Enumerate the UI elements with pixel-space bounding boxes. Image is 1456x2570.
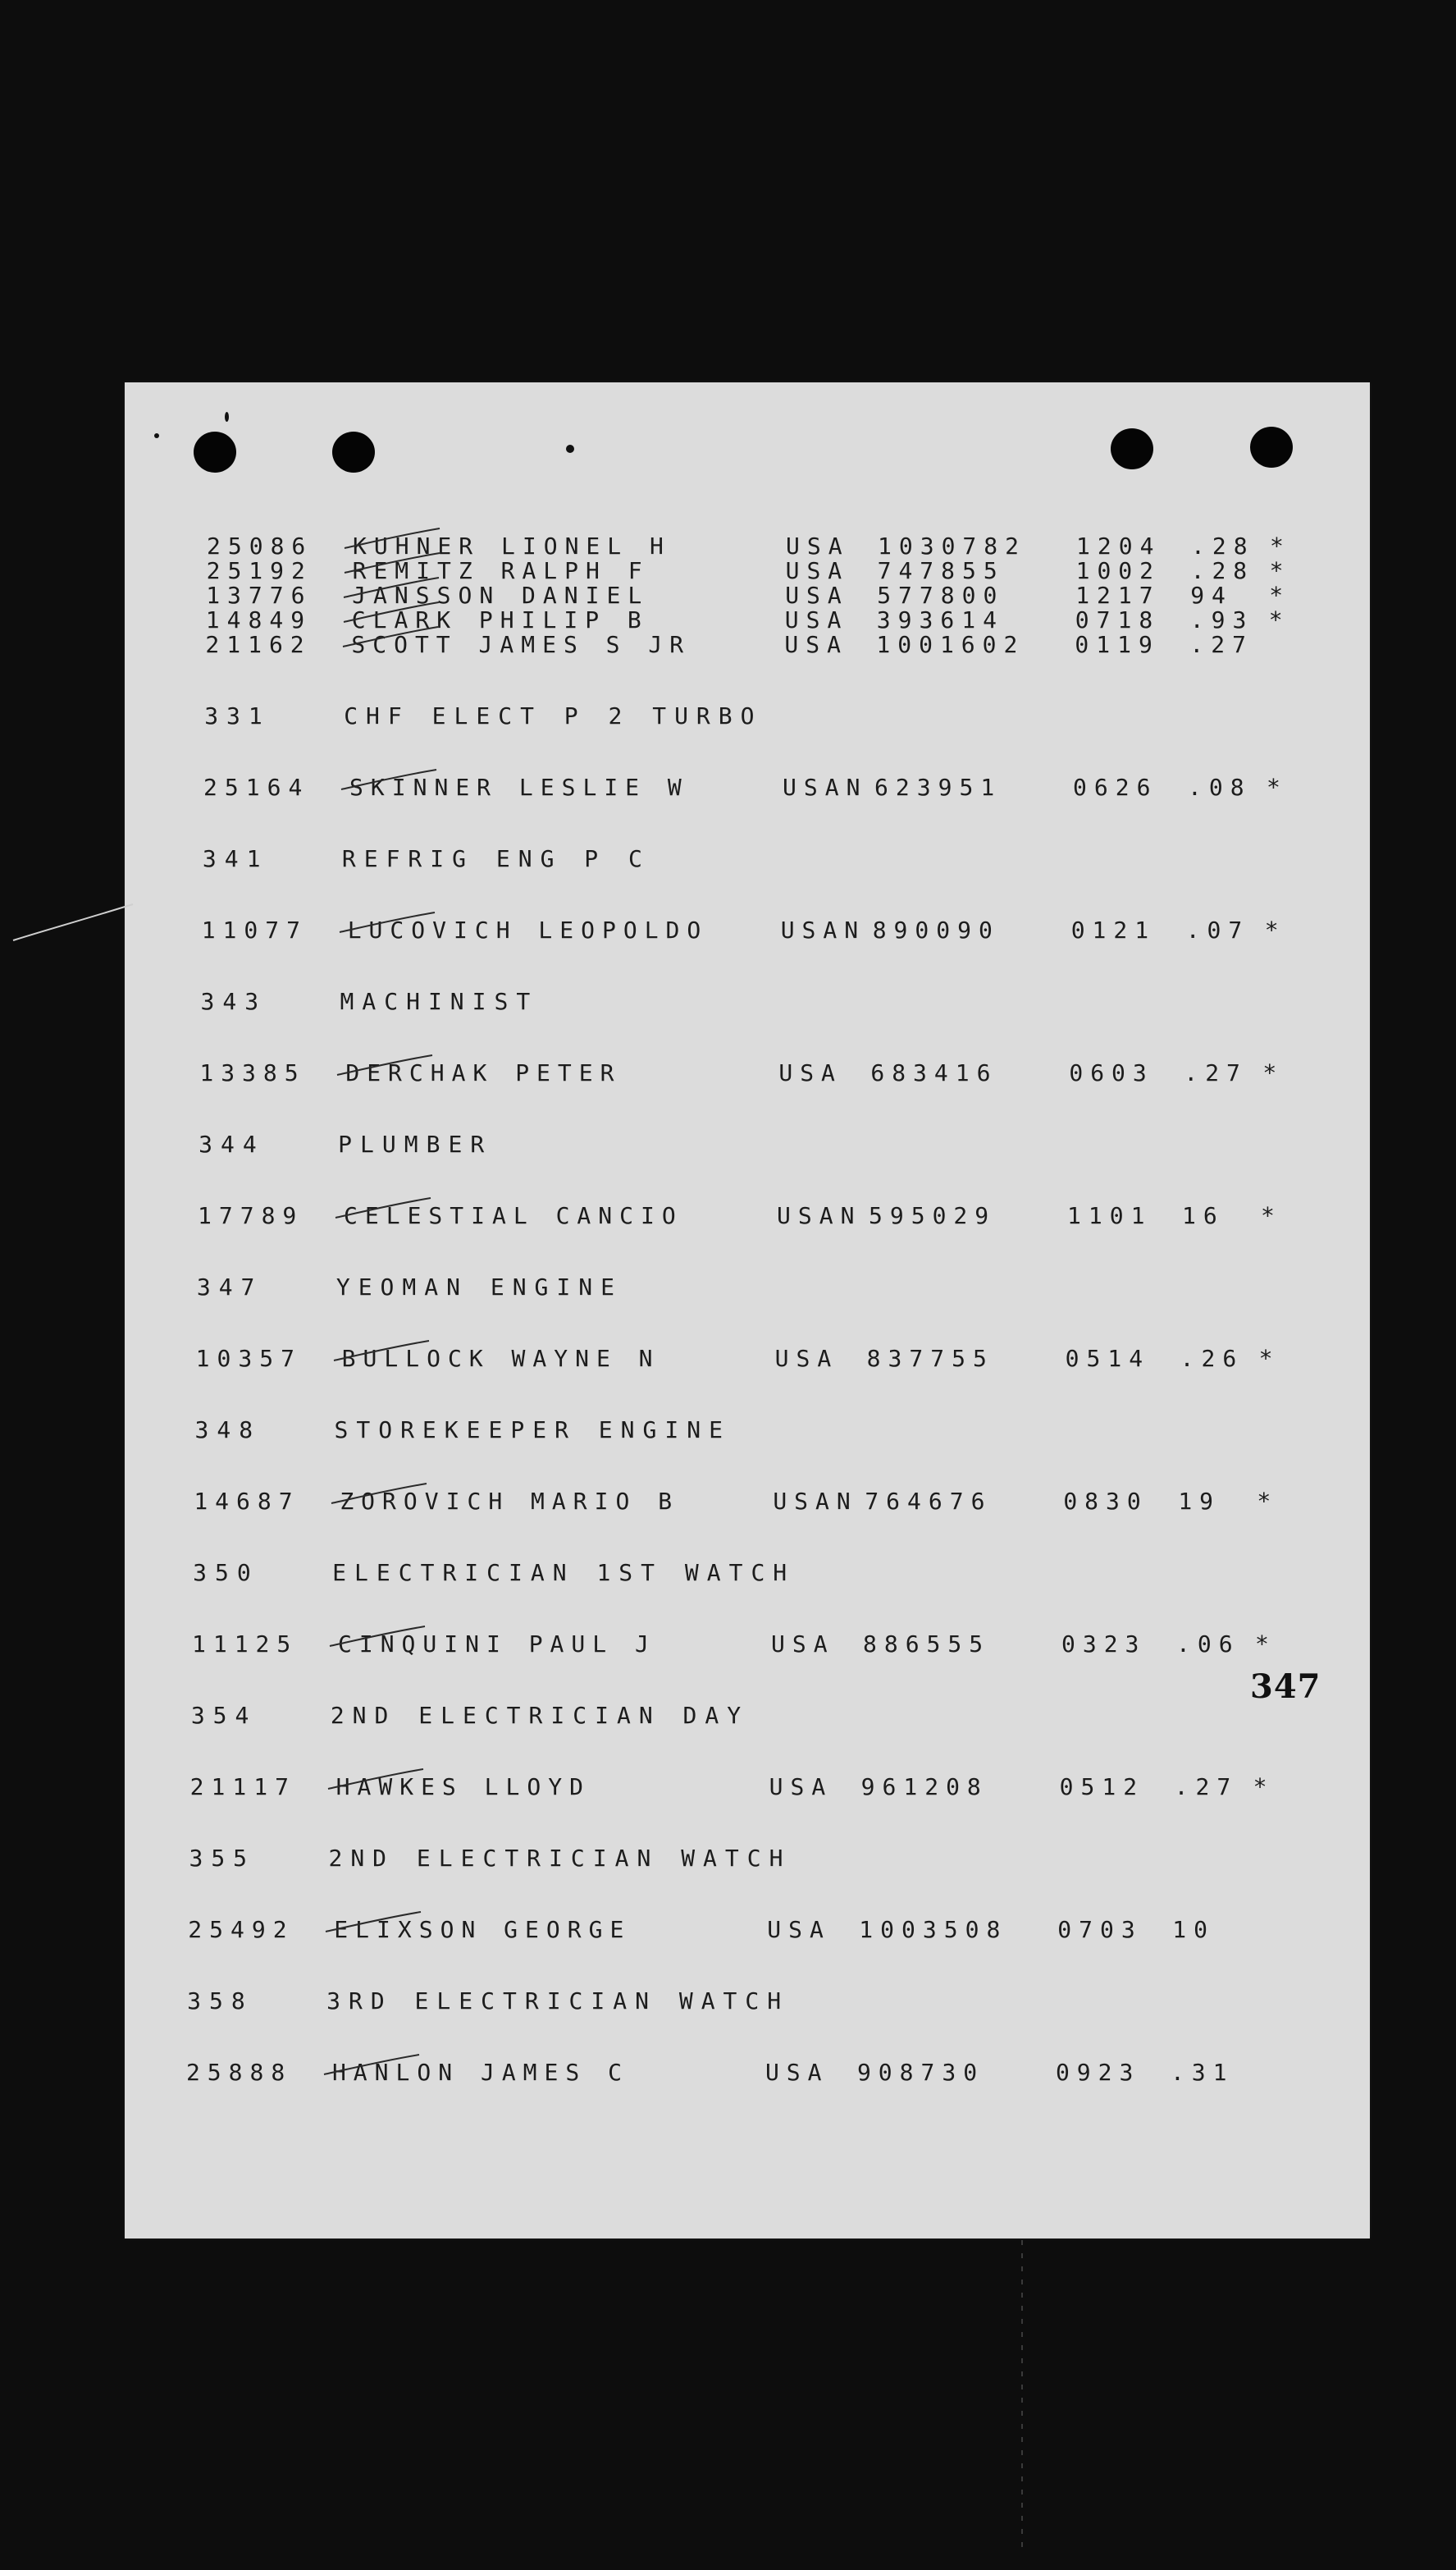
crew-id: 11077 — [201, 917, 308, 944]
citizenship: USAN — [773, 1488, 858, 1515]
asterisk-mark: * — [1267, 774, 1288, 801]
crew-id: 13776 — [206, 582, 313, 609]
certificate-number: 886555 — [862, 1630, 991, 1658]
rating-heading-row — [125, 843, 1355, 876]
rating-title: CHF ELECT P 2 TURBO — [344, 702, 763, 729]
crew-name: KUHNER LIONEL H — [353, 533, 671, 560]
citizenship: USAN — [780, 917, 866, 944]
punch-hole — [1111, 428, 1153, 469]
age-code: .06 — [1175, 1630, 1240, 1658]
rating-code: 341 — [202, 845, 269, 872]
certificate-number: 961208 — [860, 1773, 988, 1800]
citizenship: USA — [767, 1916, 831, 1943]
age-code: .08 — [1188, 774, 1252, 801]
rating-title: YEOMAN ENGINE — [335, 1274, 623, 1301]
crew-name: REMITZ RALPH F — [352, 557, 650, 584]
age-code: 19 — [1178, 1488, 1221, 1515]
certificate-number: 1003508 — [859, 1916, 1008, 1943]
certificate-number: 1030782 — [878, 533, 1027, 560]
age-code: .26 — [1180, 1345, 1244, 1372]
crew-id: 10357 — [195, 1345, 302, 1372]
crew-name: DERCHAK PETER — [345, 1059, 622, 1086]
date-code: 0514 — [1065, 1345, 1151, 1372]
date-code: 1204 — [1076, 533, 1162, 560]
date-code: 0703 — [1057, 1916, 1143, 1943]
citizenship: USA — [770, 1630, 835, 1658]
page-stamp-number: 347 — [1250, 1667, 1321, 1706]
crew-name: ZOROVICH MARIO B — [340, 1488, 680, 1515]
citizenship: USA — [784, 631, 848, 658]
date-code: 0603 — [1069, 1059, 1154, 1086]
age-code: 94 — [1190, 582, 1233, 609]
citizenship: USA — [774, 1345, 839, 1372]
crew-entry-row — [125, 1342, 1355, 1375]
crew-name: CLARK PHILIP B — [351, 606, 649, 633]
asterisk-mark: * — [1257, 1488, 1279, 1515]
ink-speck — [154, 433, 159, 438]
crew-entry-row — [125, 1771, 1355, 1804]
rating-title: ELECTRICIAN 1ST WATCH — [332, 1559, 796, 1586]
rating-heading-row — [125, 1557, 1355, 1589]
asterisk-mark: * — [1254, 1630, 1276, 1658]
age-code: .93 — [1189, 606, 1254, 633]
crew-entry-row — [125, 2056, 1355, 2089]
date-code: 0923 — [1055, 2059, 1141, 2086]
certificate-number: 1001602 — [876, 631, 1025, 658]
citizenship: USAN — [777, 1202, 862, 1229]
asterisk-mark: * — [1262, 1059, 1285, 1086]
ink-speck — [566, 445, 574, 453]
rating-heading-row — [125, 1842, 1355, 1875]
rating-title: 2ND ELECTRICIAN DAY — [330, 1702, 750, 1729]
citizenship: USA — [769, 1773, 833, 1800]
rating-code: 344 — [199, 1131, 265, 1158]
crew-name: CELESTIAL CANCIO — [344, 1202, 683, 1229]
rating-title: 2ND ELECTRICIAN WATCH — [328, 1845, 792, 1872]
rating-title: REFRIG ENG P C — [341, 845, 650, 872]
certificate-number: 595029 — [869, 1202, 997, 1229]
date-code: 0626 — [1073, 774, 1158, 801]
crew-entry-row — [125, 629, 1355, 661]
rating-code: 355 — [189, 1845, 256, 1872]
rating-code: 350 — [193, 1559, 259, 1586]
citizenship: USA — [784, 606, 849, 633]
rating-title: 3RD ELECTRICIAN WATCH — [326, 1987, 790, 2014]
date-code: 0512 — [1059, 1773, 1145, 1800]
crew-entry-row — [125, 771, 1355, 804]
crew-id: 21117 — [189, 1773, 296, 1800]
rating-code: 358 — [187, 1987, 253, 2014]
rating-heading-row — [125, 1985, 1355, 2018]
crew-entry-row — [125, 1914, 1355, 1946]
crew-id: 21162 — [205, 631, 312, 658]
crew-entry-row — [125, 914, 1355, 947]
age-code: .28 — [1190, 557, 1255, 584]
punch-hole — [194, 432, 236, 473]
crew-id: 25492 — [188, 1916, 294, 1943]
age-code: .07 — [1185, 917, 1250, 944]
certificate-number: 683416 — [870, 1059, 998, 1086]
date-code: 0121 — [1070, 917, 1157, 944]
date-code: 0830 — [1063, 1488, 1148, 1515]
rating-code: 331 — [204, 702, 271, 729]
rating-heading-row — [125, 1271, 1355, 1304]
crew-entry-row — [125, 1485, 1355, 1518]
crew-id: 11125 — [191, 1630, 299, 1658]
age-code: .27 — [1184, 1059, 1248, 1086]
age-code: .31 — [1170, 2059, 1235, 2086]
rating-title: PLUMBER — [338, 1131, 493, 1158]
certificate-number: 908730 — [856, 2059, 985, 2086]
date-code: 1101 — [1067, 1202, 1152, 1229]
crew-name: JANSSON DANIEL — [352, 582, 650, 609]
crew-name: HAWKES LLOYD — [335, 1773, 591, 1800]
crew-name: BULLOCK WAYNE N — [341, 1345, 660, 1372]
crew-id: 25888 — [185, 2059, 293, 2086]
rating-code: 343 — [200, 988, 267, 1015]
certificate-number: 890090 — [872, 917, 1000, 944]
rating-code: 354 — [190, 1702, 258, 1729]
certificate-number: 623951 — [874, 774, 1002, 801]
certificate-number: 747855 — [877, 557, 1005, 584]
crew-name: HANLON JAMES C — [331, 2059, 629, 2086]
date-code: 0119 — [1075, 631, 1160, 658]
asterisk-mark: * — [1269, 557, 1291, 584]
asterisk-mark: * — [1253, 1773, 1275, 1800]
certificate-number: 577800 — [877, 582, 1005, 609]
certificate-number: 837755 — [866, 1345, 994, 1372]
asterisk-mark: * — [1269, 582, 1291, 609]
certificate-number: 393614 — [876, 606, 1004, 633]
crew-id: 14687 — [194, 1488, 300, 1515]
date-code: 1002 — [1075, 557, 1162, 584]
crew-name: LUCOVICH LEOPOLDO — [347, 917, 709, 944]
pencil-stroke — [11, 894, 135, 944]
asterisk-mark: * — [1268, 606, 1290, 633]
age-code: .27 — [1189, 631, 1253, 658]
crew-id: 14849 — [205, 606, 313, 633]
punch-hole — [332, 432, 375, 473]
date-code: 0323 — [1061, 1630, 1147, 1658]
asterisk-mark: * — [1270, 533, 1291, 560]
rating-heading-row — [125, 1414, 1355, 1447]
rating-code: 348 — [194, 1416, 262, 1443]
citizenship: USA — [785, 557, 850, 584]
asterisk-mark: * — [1258, 1345, 1280, 1372]
citizenship: USA — [785, 582, 849, 609]
crew-name: SKINNER LESLIE W — [349, 774, 689, 801]
age-code: .27 — [1174, 1773, 1239, 1800]
rating-heading-row — [125, 700, 1355, 733]
date-code: 0718 — [1075, 606, 1161, 633]
age-code: 10 — [1172, 1916, 1216, 1943]
citizenship: USA — [765, 2059, 829, 2086]
punch-hole — [1250, 427, 1293, 468]
age-code: 16 — [1182, 1202, 1225, 1229]
rating-title: MACHINIST — [340, 988, 539, 1015]
date-code: 1217 — [1075, 582, 1161, 609]
rating-code: 347 — [196, 1274, 263, 1301]
crew-id: 25192 — [206, 557, 313, 584]
ink-speck — [225, 412, 229, 422]
crew-id: 13385 — [199, 1059, 306, 1086]
crew-id: 25086 — [207, 533, 313, 560]
asterisk-mark: * — [1261, 1202, 1282, 1229]
citizenship: USA — [778, 1059, 842, 1086]
crew-name: ELIXSON GEORGE — [334, 1916, 632, 1943]
rating-title: STOREKEEPER ENGINE — [334, 1416, 731, 1443]
rating-heading-row — [125, 1128, 1355, 1161]
crew-name: CINQUINI PAUL J — [337, 1630, 656, 1658]
age-code: .28 — [1191, 533, 1255, 560]
rating-heading-row — [125, 985, 1355, 1018]
crew-entry-row — [125, 1200, 1355, 1232]
rating-heading-row — [125, 1699, 1355, 1732]
crew-id: 17789 — [198, 1202, 304, 1229]
crew-entry-row — [125, 1057, 1355, 1090]
crew-id: 25164 — [203, 774, 310, 801]
paper-sheet — [125, 382, 1370, 2238]
citizenship: USAN — [783, 774, 868, 801]
asterisk-mark: * — [1264, 917, 1286, 944]
citizenship: USA — [786, 533, 850, 560]
scan-artifact-line — [1020, 2240, 1024, 2552]
crew-name: SCOTT JAMES S JR — [351, 631, 691, 658]
certificate-number: 764676 — [865, 1488, 993, 1515]
crew-entry-row — [125, 1628, 1355, 1661]
